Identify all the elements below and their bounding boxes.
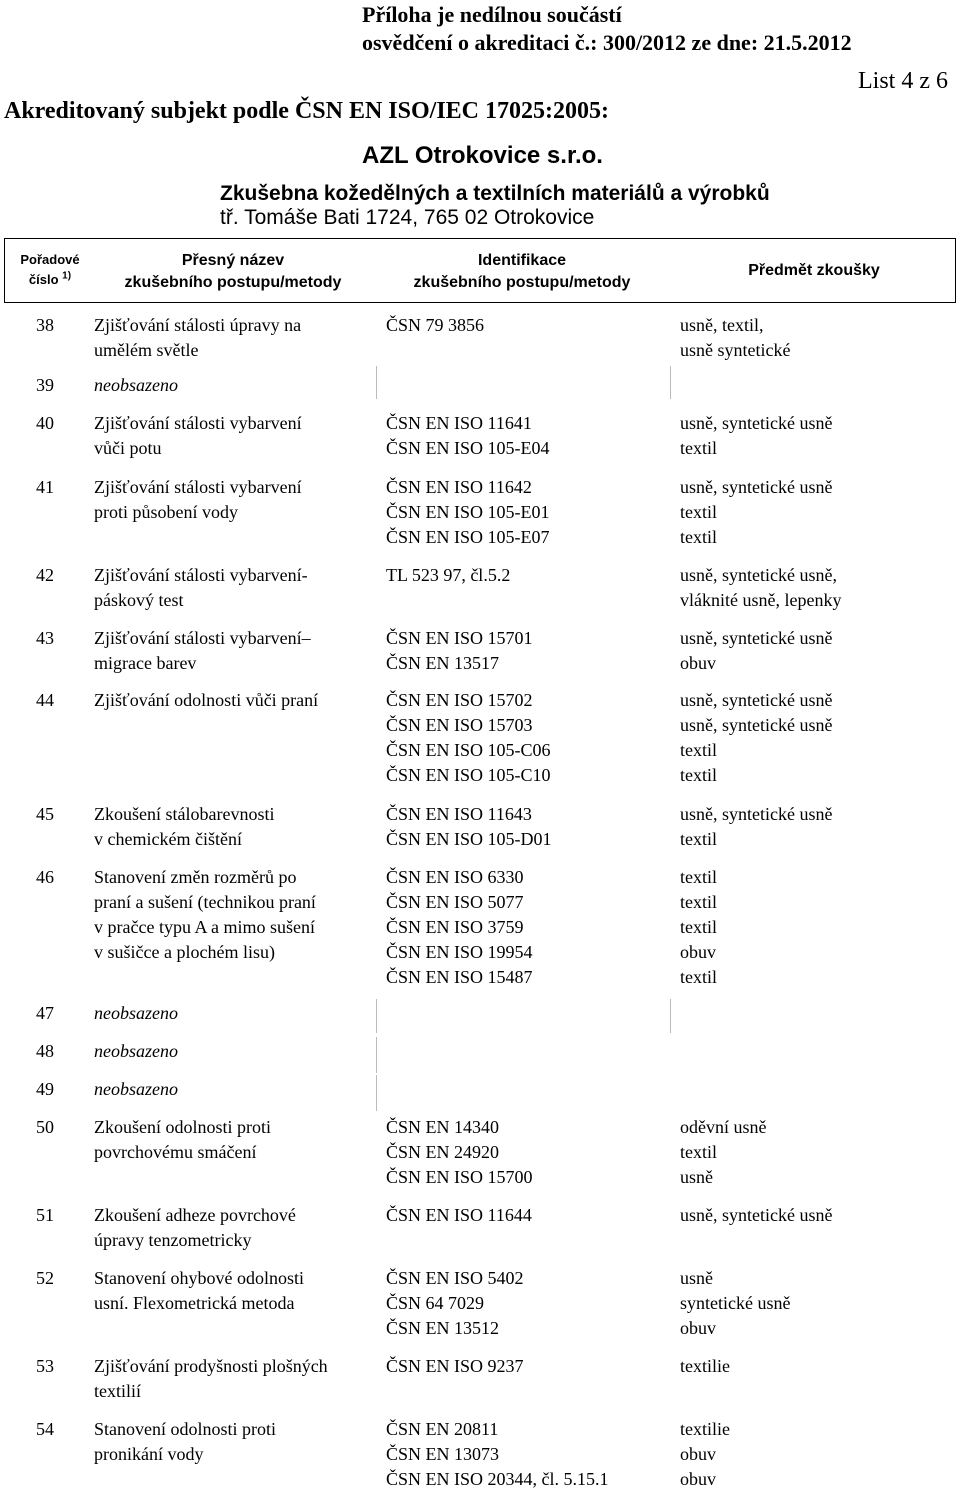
method-name-line: Stanovení odolnosti proti <box>94 1419 276 1439</box>
method-identification-line: ČSN EN ISO 105-D01 <box>386 829 552 849</box>
method-identification-line: ČSN 79 3856 <box>386 315 485 335</box>
table-header-border-bottom <box>4 302 956 303</box>
method-identification-line: ČSN EN ISO 11644 <box>386 1205 532 1225</box>
test-subject <box>680 688 832 788</box>
cell-divider <box>376 366 377 399</box>
method-identification <box>386 1115 533 1190</box>
test-subject-line: textil <box>680 740 717 760</box>
method-name <box>94 1203 296 1253</box>
accredited-subject-label: Akreditovaný subjekt podle ČSN EN ISO/IEC 17025:2005: <box>4 98 609 124</box>
method-identification-line: ČSN EN ISO 5077 <box>386 892 524 912</box>
method-identification <box>386 626 533 676</box>
test-subject-line: textil <box>680 502 717 522</box>
method-name-line: v sušičce a plochém lisu) <box>94 942 275 962</box>
cell-divider <box>670 366 671 399</box>
test-subject-line: usně, syntetické usně <box>680 628 833 648</box>
test-subject-line: usně <box>680 1268 713 1288</box>
method-identification-line: ČSN EN ISO 15701 <box>386 628 533 648</box>
test-subject-line: textil <box>680 892 717 912</box>
method-identification <box>386 1266 524 1341</box>
method-identification-line: ČSN EN ISO 11643 <box>386 804 532 824</box>
header-subject <box>680 260 948 282</box>
header-name-line1: Přesný název <box>181 252 285 269</box>
method-name-line: Zkoušení stálobarevnosti <box>94 804 275 824</box>
table-header-border-top <box>4 238 956 239</box>
method-identification <box>386 1417 609 1492</box>
method-name-line: v chemickém čištění <box>94 829 242 849</box>
row-number: 38 <box>36 315 54 335</box>
method-identification <box>386 475 550 550</box>
test-subject-line: syntetické usně <box>680 1293 791 1313</box>
row-number: 45 <box>36 804 54 824</box>
method-name-line: textilií <box>94 1381 141 1401</box>
method-identification-line: ČSN EN 13517 <box>386 653 500 673</box>
test-subject <box>680 563 841 613</box>
lab-address: tř. Tomáše Bati 1724, 765 02 Otrokovice <box>220 206 595 229</box>
method-identification <box>386 411 550 461</box>
test-subject-line: obuv <box>680 1318 716 1338</box>
method-identification-line: ČSN EN 13512 <box>386 1318 500 1338</box>
method-name-line: Zjišťování prodyšnosti plošných <box>94 1356 328 1376</box>
method-identification <box>386 802 552 852</box>
test-subject-line: textil <box>680 438 717 458</box>
test-subject-line: usně, syntetické usně <box>680 715 833 735</box>
method-identification <box>386 1354 524 1379</box>
test-subject-line: textilie <box>680 1419 730 1439</box>
method-name-line: neobsazeno <box>94 1041 178 1061</box>
row-number: 46 <box>36 867 54 887</box>
method-identification-line: ČSN EN 24920 <box>386 1142 500 1162</box>
method-name-line: proti působení vody <box>94 502 238 522</box>
method-name <box>94 1077 178 1102</box>
test-subject <box>680 1266 790 1341</box>
test-subject-line: usně, syntetické usně <box>680 804 833 824</box>
test-subject-line: usně, syntetické usně <box>680 477 833 497</box>
method-identification-line: ČSN EN ISO 15700 <box>386 1167 533 1187</box>
method-identification-line: ČSN EN 20811 <box>386 1419 499 1439</box>
method-identification-line: ČSN 64 7029 <box>386 1293 485 1313</box>
method-name-line: v pračce typu A a mimo sušení <box>94 917 315 937</box>
method-name <box>94 411 302 461</box>
test-subject-line: textil <box>680 829 717 849</box>
row-number: 42 <box>36 565 54 585</box>
method-identification-line: TL 523 97, čl.5.2 <box>386 565 511 585</box>
method-name <box>94 802 274 852</box>
method-name-line: pronikání vody <box>94 1444 204 1464</box>
method-name-line: migrace barev <box>94 653 197 673</box>
test-subject-line: obuv <box>680 653 716 673</box>
table-header-border-right <box>955 238 956 303</box>
cell-divider <box>376 1075 377 1111</box>
method-identification-line: ČSN EN ISO 9237 <box>386 1356 524 1376</box>
row-number: 39 <box>36 375 54 395</box>
method-name-line: neobsazeno <box>94 375 178 395</box>
method-identification <box>386 1203 532 1228</box>
page-number: List 4 z 6 <box>858 68 948 94</box>
test-subject <box>680 1115 766 1190</box>
test-subject-line: usně, syntetické usně <box>680 690 833 710</box>
row-number: 48 <box>36 1041 54 1061</box>
test-subject <box>680 313 790 363</box>
method-name <box>94 1039 178 1064</box>
header-order-line1: Pořadové <box>20 252 80 267</box>
method-identification <box>386 688 551 788</box>
header-name-line2: zkušebního postupu/metody <box>124 274 342 291</box>
method-name-line: Zjišťování odolnosti vůči praní <box>94 690 319 710</box>
method-name-line: úpravy tenzometricky <box>94 1230 252 1250</box>
method-name <box>94 1001 178 1026</box>
test-subject <box>680 1203 832 1228</box>
row-number: 43 <box>36 628 54 648</box>
row-number: 52 <box>36 1268 54 1288</box>
method-identification-line: ČSN EN ISO 3759 <box>386 917 524 937</box>
test-subject-line: usně, textil, <box>680 315 764 335</box>
test-subject-line: usně, syntetické usně <box>680 1205 833 1225</box>
test-subject-line: obuv <box>680 1469 716 1489</box>
header-order <box>10 250 90 290</box>
method-name-line: praní a sušení (technikou praní <box>94 892 316 912</box>
method-name-line: Zkoušení adheze povrchové <box>94 1205 296 1225</box>
method-name-line: páskový test <box>94 590 184 610</box>
header-order-word: číslo <box>28 272 59 287</box>
method-name <box>94 1266 304 1316</box>
method-identification-line: ČSN EN ISO 105-E04 <box>386 438 550 458</box>
method-name <box>94 373 178 398</box>
test-subject-line: textil <box>680 527 717 547</box>
method-identification-line: ČSN EN ISO 15703 <box>386 715 533 735</box>
header-order-footnote: 1) <box>62 270 72 282</box>
test-subject-line: textil <box>680 1142 717 1162</box>
test-subject-line: oděvní usně <box>680 1117 767 1137</box>
row-number: 40 <box>36 413 54 433</box>
header-subject-label: Předmět zkoušky <box>748 262 880 279</box>
row-number: 53 <box>36 1356 54 1376</box>
method-identification-line: ČSN EN ISO 20344, čl. 5.15.1 <box>386 1469 609 1489</box>
method-name-line: vůči potu <box>94 438 162 458</box>
row-number: 50 <box>36 1117 54 1137</box>
lab-name: Zkušebna kožedělných a textilních materiálů a výrobků <box>220 182 770 205</box>
test-subject-line: textil <box>680 765 717 785</box>
cell-divider <box>376 1037 377 1073</box>
method-identification-line: ČSN EN ISO 105-C06 <box>386 740 551 760</box>
method-identification <box>386 313 484 338</box>
method-identification-line: ČSN EN ISO 19954 <box>386 942 533 962</box>
method-identification-line: ČSN EN ISO 15487 <box>386 967 533 987</box>
cell-divider <box>376 999 377 1033</box>
annex-note-line1: Příloha je nedílnou součástí <box>362 2 622 27</box>
method-name <box>94 865 316 965</box>
company-name: AZL Otrokovice s.r.o. <box>362 142 603 169</box>
row-number: 49 <box>36 1079 54 1099</box>
method-name <box>94 626 311 676</box>
method-identification <box>386 563 510 588</box>
method-name <box>94 1115 271 1165</box>
test-subject-line: usně syntetické <box>680 340 791 360</box>
row-number: 47 <box>36 1003 54 1023</box>
method-name-line: Zjišťování stálosti vybarvení– <box>94 628 311 648</box>
test-subject-line: textil <box>680 967 717 987</box>
test-subject-line: usně, syntetické usně <box>680 413 833 433</box>
method-identification-line: ČSN EN ISO 105-E07 <box>386 527 550 547</box>
method-name <box>94 1354 328 1404</box>
method-name-line: Stanovení ohybové odolnosti <box>94 1268 304 1288</box>
method-name-line: usní. Flexometrická metoda <box>94 1293 295 1313</box>
row-number: 41 <box>36 477 54 497</box>
row-number: 51 <box>36 1205 54 1225</box>
test-subject-line: obuv <box>680 942 716 962</box>
test-subject <box>680 802 832 852</box>
test-subject-line: textil <box>680 867 717 887</box>
method-name-line: povrchovému smáčení <box>94 1142 257 1162</box>
method-name <box>94 1417 276 1467</box>
test-subject <box>680 475 832 550</box>
method-name-line: Zjišťování stálosti vybarvení- <box>94 565 308 585</box>
test-subject-line: obuv <box>680 1444 716 1464</box>
method-name-line: neobsazeno <box>94 1003 178 1023</box>
test-subject-line: usně <box>680 1167 713 1187</box>
method-name <box>94 475 302 525</box>
method-name-line: Zjišťování stálosti úpravy na <box>94 315 302 335</box>
method-name <box>94 563 308 613</box>
method-name-line: Zkoušení odolnosti proti <box>94 1117 271 1137</box>
method-identification-line: ČSN EN ISO 11642 <box>386 477 532 497</box>
header-name <box>92 250 374 294</box>
test-subject <box>680 865 717 990</box>
test-subject-line: textil <box>680 917 717 937</box>
annex-note-line2: osvědčení o akreditaci č.: 300/2012 ze dne: 21.5.2012 <box>362 30 852 55</box>
method-identification-line: ČSN EN 14340 <box>386 1117 500 1137</box>
method-name-line: neobsazeno <box>94 1079 178 1099</box>
method-identification-line: ČSN EN ISO 105-C10 <box>386 765 551 785</box>
row-number: 54 <box>36 1419 54 1439</box>
method-name <box>94 688 318 713</box>
method-name-line: Stanovení změn rozměrů po <box>94 867 297 887</box>
test-subject <box>680 1354 730 1379</box>
test-subject <box>680 411 832 461</box>
test-subject <box>680 626 832 676</box>
row-number: 44 <box>36 690 54 710</box>
method-name-line: umělém světle <box>94 340 199 360</box>
table-header-border-left <box>4 238 5 303</box>
header-ident <box>372 250 672 294</box>
method-identification-line: ČSN EN ISO 6330 <box>386 867 524 887</box>
header-ident-line1: Identifikace <box>477 252 567 269</box>
method-identification <box>386 865 533 990</box>
test-subject-line: usně, syntetické usně, <box>680 565 837 585</box>
header-order-line2 <box>10 270 90 290</box>
test-subject-line: vláknité usně, lepenky <box>680 590 842 610</box>
method-name <box>94 313 301 363</box>
method-identification-line: ČSN EN ISO 105-E01 <box>386 502 550 522</box>
method-identification-line: ČSN EN ISO 11641 <box>386 413 532 433</box>
method-identification-line: ČSN EN ISO 5402 <box>386 1268 524 1288</box>
method-identification-line: ČSN EN ISO 15702 <box>386 690 533 710</box>
cell-divider <box>670 999 671 1033</box>
test-subject <box>680 1417 730 1492</box>
method-name-line: Zjišťování stálosti vybarvení <box>94 477 302 497</box>
method-name-line: Zjišťování stálosti vybarvení <box>94 413 302 433</box>
method-identification-line: ČSN EN 13073 <box>386 1444 500 1464</box>
test-subject-line: textilie <box>680 1356 730 1376</box>
header-ident-line2: zkušebního postupu/metody <box>413 274 631 291</box>
